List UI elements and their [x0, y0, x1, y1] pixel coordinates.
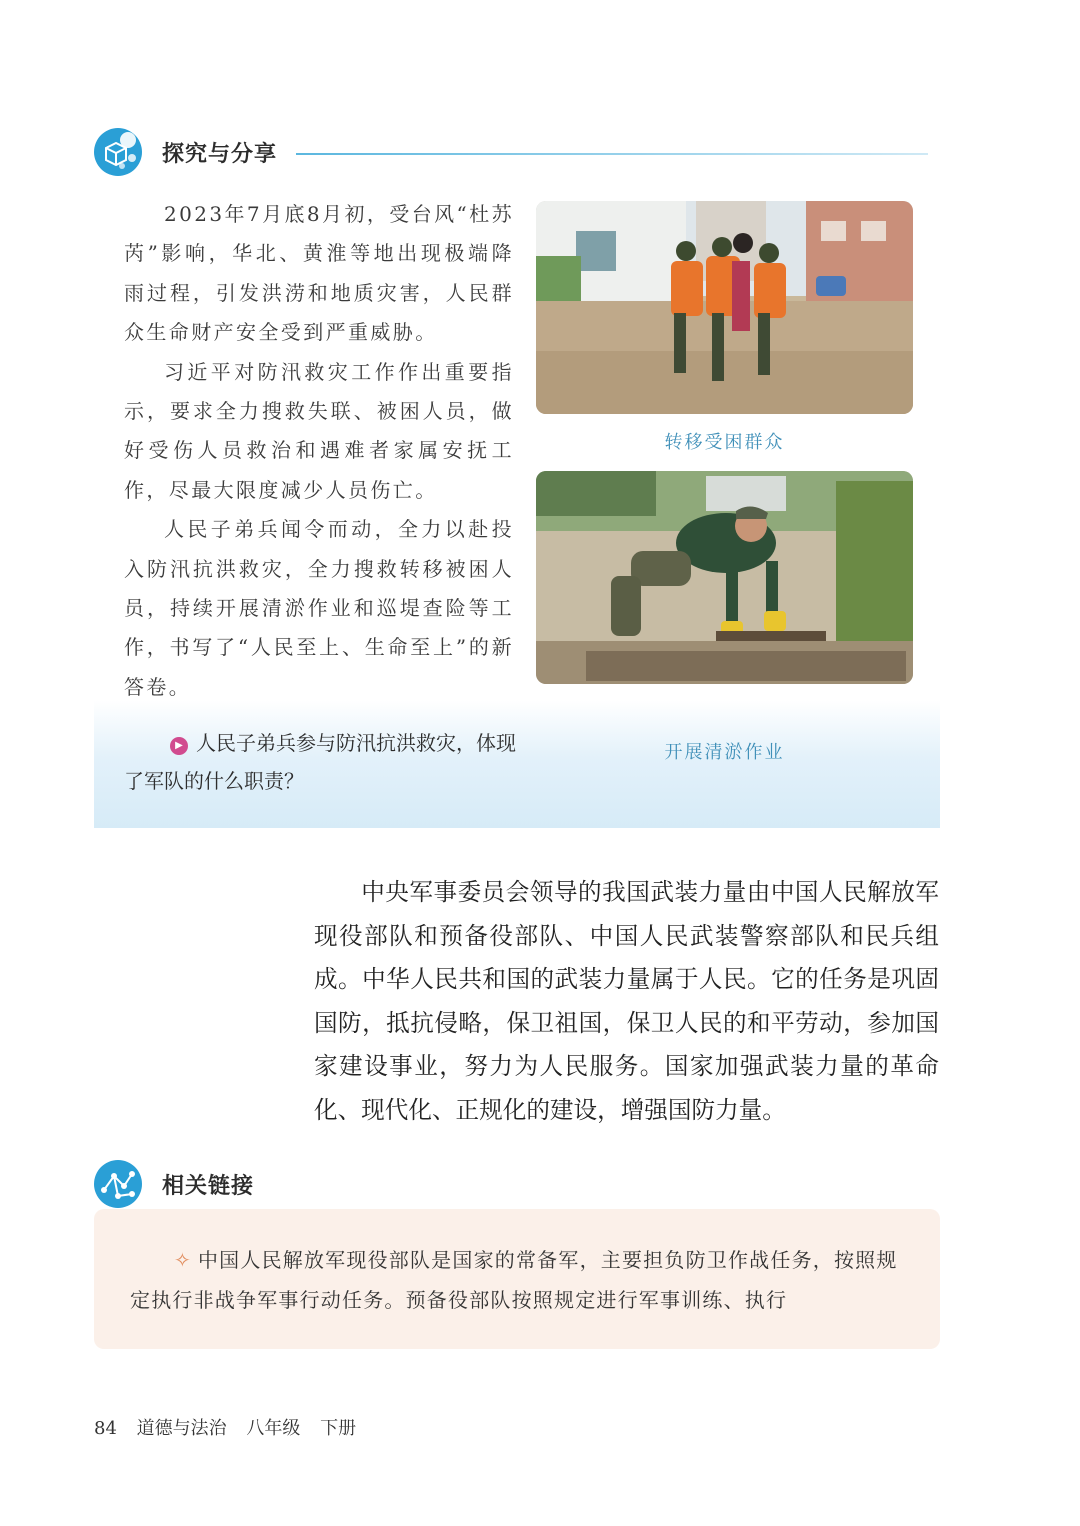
photo-evacuation	[536, 201, 913, 414]
play-marker-icon: ▶	[170, 737, 188, 755]
explore-question-text: 人民子弟兵参与防汛抗洪救灾，体现了军队的什么职责？	[124, 731, 516, 793]
book-grade: 八年级	[246, 1418, 301, 1439]
explore-body	[124, 195, 514, 707]
related-text: 中国人民解放军现役部队是国家的常备军，主要担负防卫作战任务，按照规定执行非战争军事行动任务。预备役部队按照规定进行军事训练、执行	[130, 1248, 898, 1312]
photo-caption: 转移受困群众	[664, 432, 785, 453]
constellation-icon	[94, 1160, 142, 1208]
explore-header-rule	[296, 153, 928, 155]
page-footer	[94, 1414, 370, 1440]
explore-paragraph: 人民子弟兵闻令而动，全力以赴投入防汛抗洪救灾，全力搜救转移被困人员，持续开展清淤作业和巡堤查险等工作，书写了“人民至上、生命至上”的新答卷。	[124, 517, 514, 699]
main-body	[314, 871, 939, 1133]
photo-silt-clearing	[536, 471, 913, 684]
main-paragraph: 中央军事委员会领导的我国武装力量由中国人民解放军现役部队和预备役部队、中国人民武装警察部队和民兵组成。中华人民共和国的武装力量属于人民。它的任务是巩固国防，抵抗侵略，保卫祖国，保卫人民的和平劳动，参加国家建设事业，努力为人民服务。国家加强武装力量的革命化、现代化、正规化的建设，增强国防力量。	[314, 878, 939, 1124]
explore-paragraph: 2023年7月底8月初，受台风“杜苏芮”影响，华北、黄淮等地出现极端降雨过程，引发洪涝和地质灾害，人民群众生命财产安全受到严重威胁。	[124, 202, 514, 345]
explore-paragraph: 习近平对防汛救灾工作作出重要指示，要求全力搜救失联、被困人员，做好受伤人员救治和遇难者家属安抚工作，尽最大限度减少人员伤亡。	[124, 359, 514, 502]
explore-section-header	[94, 128, 277, 176]
book-subject: 道德与法治	[136, 1418, 227, 1439]
cube-network-icon	[94, 128, 142, 176]
photo-caption: 开展清淤作业	[664, 742, 785, 763]
related-section-header	[94, 1160, 254, 1208]
explore-section-title: 探究与分享	[162, 141, 278, 167]
related-section-title: 相关链接	[162, 1173, 255, 1199]
related-body	[130, 1240, 908, 1320]
sparkle-marker-icon: ✧	[174, 1248, 192, 1272]
page-number: 84	[94, 1418, 117, 1439]
book-volume: 下册	[320, 1418, 357, 1439]
explore-question	[124, 724, 524, 800]
